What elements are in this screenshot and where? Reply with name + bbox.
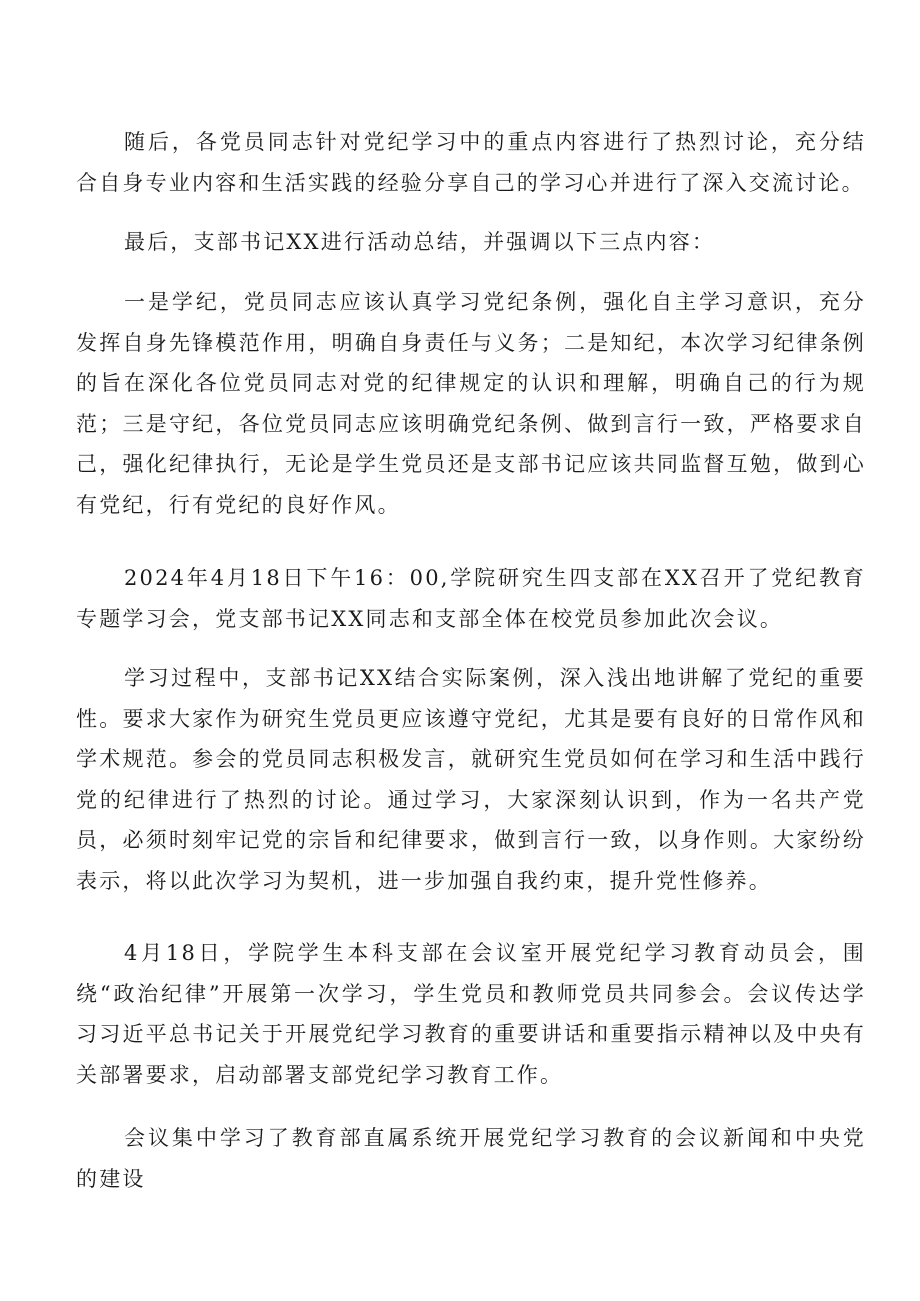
paragraph-three-points: 一是学纪，党员同志应该认真学习党纪条例，强化自主学习意识，充分发挥自身先锋模范作用，明确自身责任与义务；二是知纪，本次学习纪律条例的旨在深化各位党员同志对党的纪律规定的认识和理解，明确自己的行为规范；三是守纪，各位党员同志应该明确党纪条例、做到言行一致，严格要求自己，强化纪律执行，无论是学生党员还是支部书记应该共同监督互勉，做到心有党纪，行有党纪的良好作风。 [76,290,866,517]
paragraph-collective-study: 会议集中学习了教育部直属系统开展党纪学习教育的会议新闻和中央党的建设 [76,1126,866,1191]
paragraph-summary-intro: 最后，支部书记XX进行活动总结，并强调以下三点内容： [124,230,716,254]
paragraph-discussion: 随后，各党员同志针对党纪学习中的重点内容进行了热烈讨论，充分结合自身专业内容和生活实践的经验分享自己的学习心并进行了深入交流讨论。 [76,130,866,195]
paragraph-undergraduate-meeting: 4月18日，学院学生本科支部在会议室开展党纪学习教育动员会，围绕“政治纪律”开展第一次学习，学生党员和教师党员共同参会。会议传达学习习近平总书记关于开展党纪学习教育的重要讲话和重要指示精神以及中央有关部署要求，启动部署支部党纪学习教育工作。 [76,941,866,1087]
paragraph-graduate-meeting: 2024年4月18日下午16：00,学院研究生四支部在XX召开了党纪教育专题学习会，党支部书记XX同志和支部全体在校党员参加此次会议。 [76,566,866,631]
paragraph-learning-process: 学习过程中，支部书记XX结合实际案例，深入浅出地讲解了党纪的重要性。要求大家作为研究生党员更应该遵守党纪，尤其是要有良好的日常作风和学术规范。参会的党员同志积极发言，就研究生党员如何在学习和生活中践行党的纪律进行了热烈的讨论。通过学习，大家深刻认识到，作为一名共产党员，必须时刻牢记党的宗旨和纪律要求，做到言行一致，以身作则。大家纷纷表示，将以此次学习为契机，进一步加强自我约束，提升党性修养。 [76,666,866,893]
